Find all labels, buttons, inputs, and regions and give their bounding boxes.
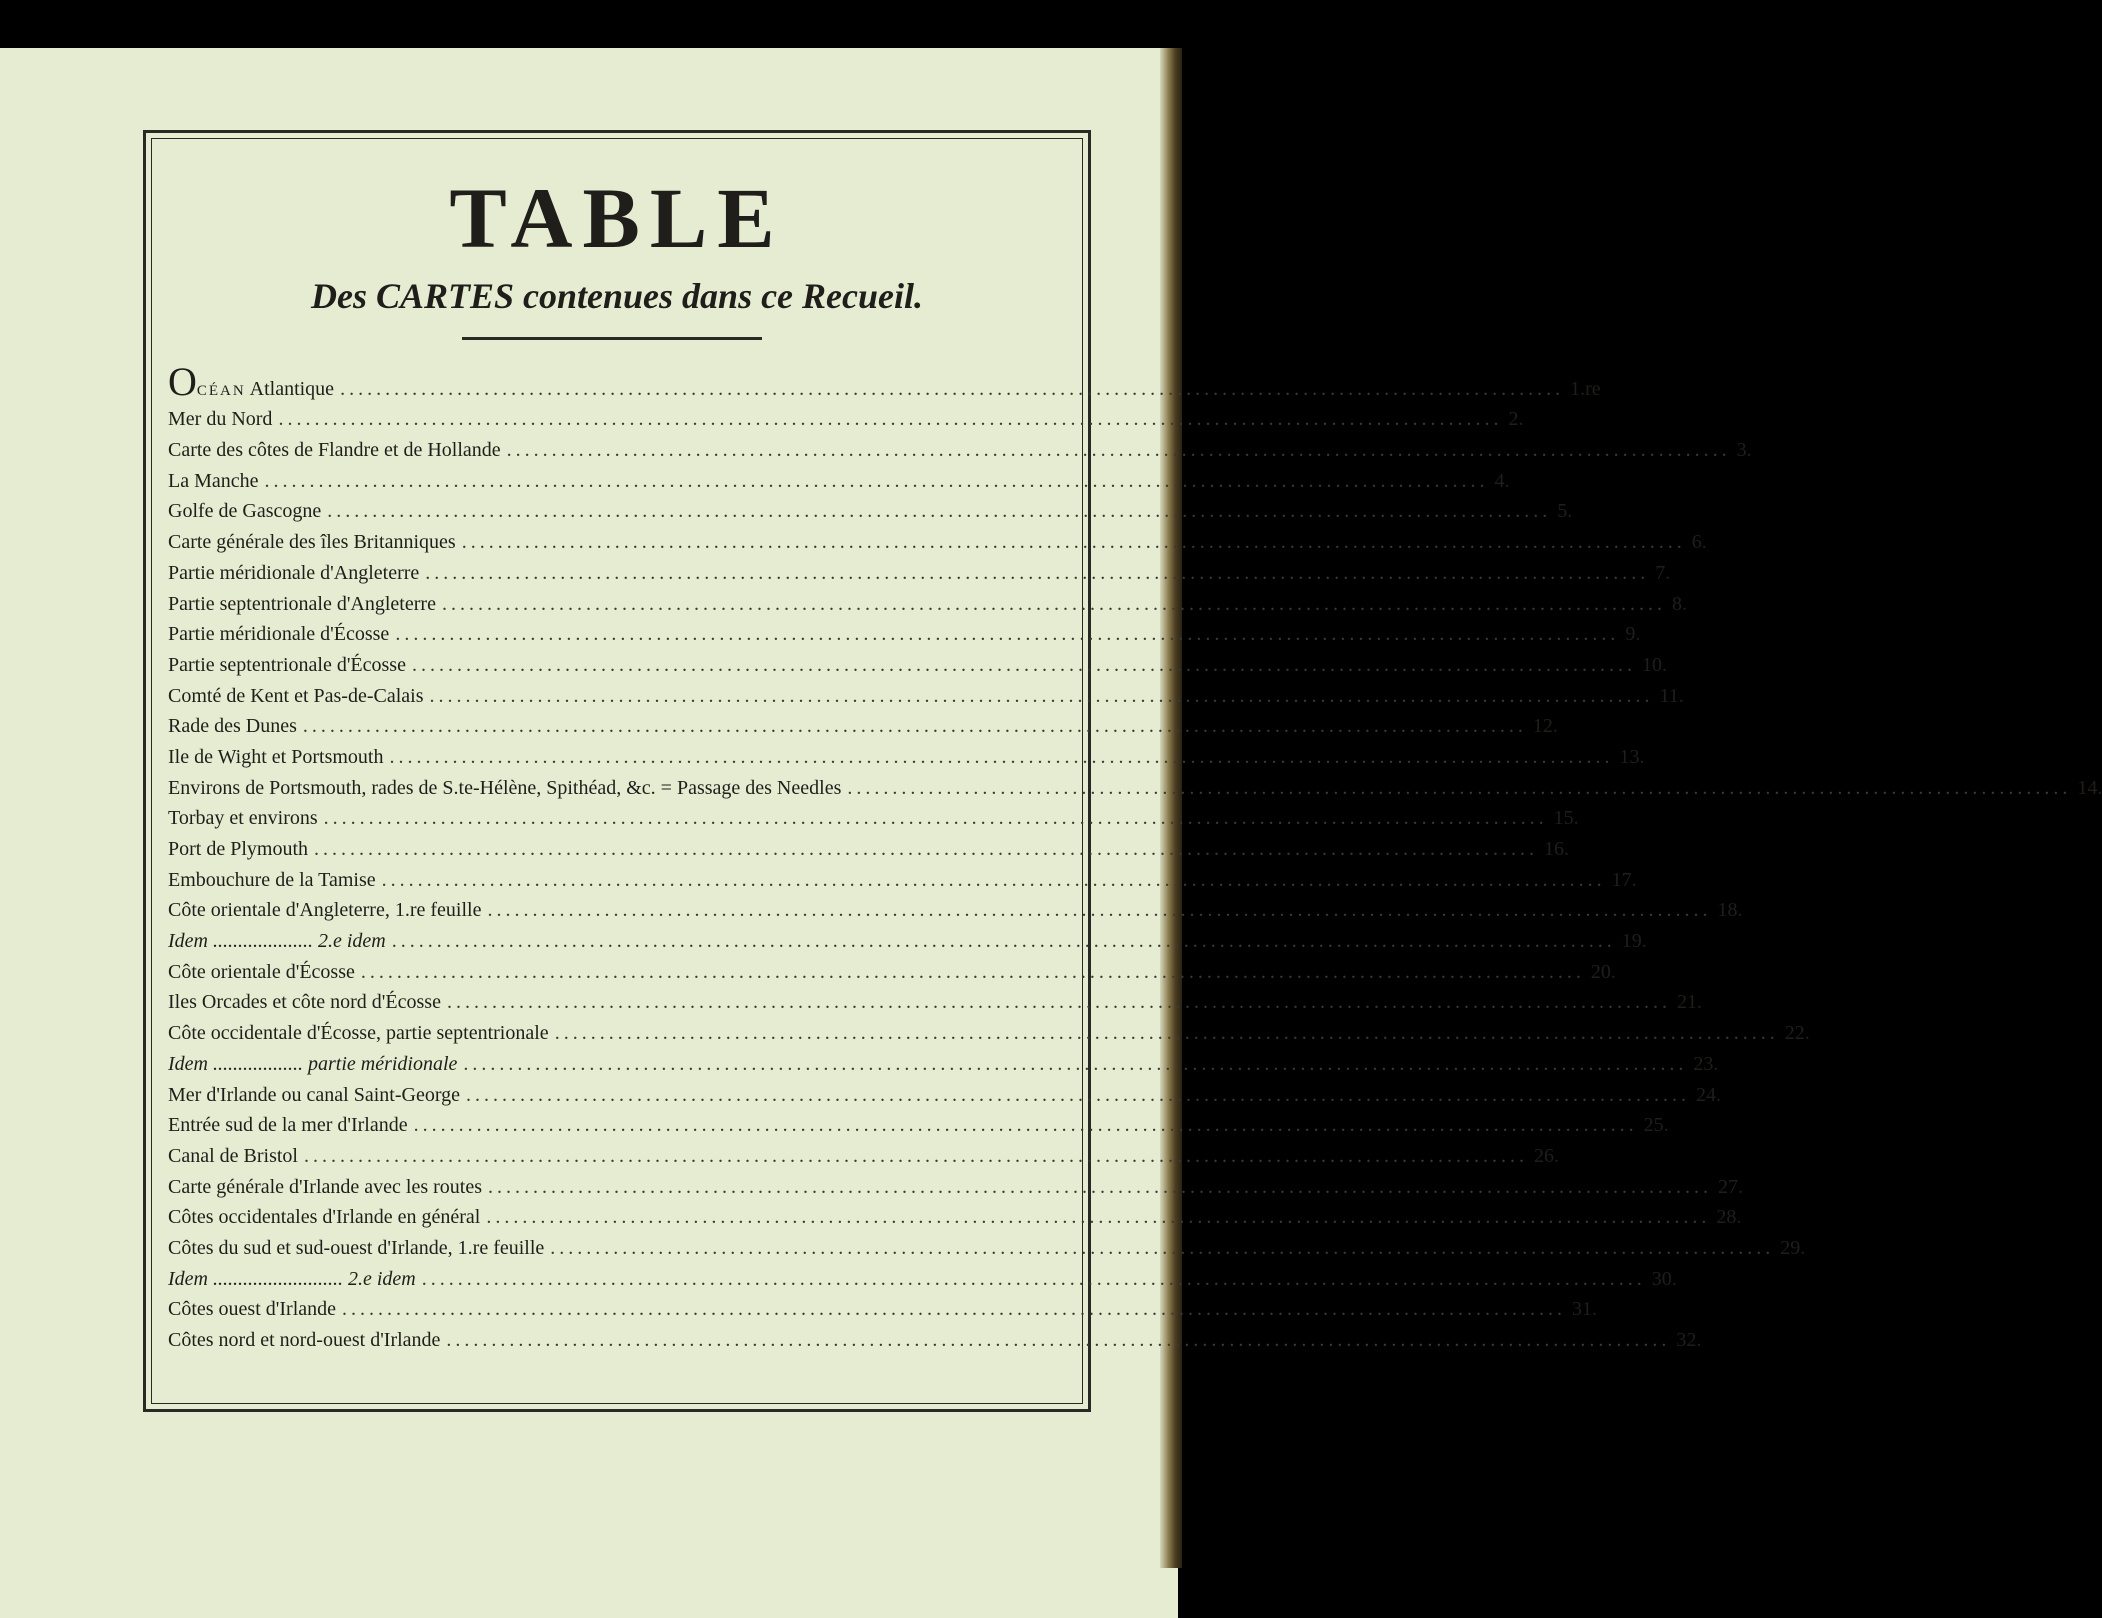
toc-entry-label: Côtes nord et nord-ouest d'Irlande	[168, 1329, 441, 1351]
leader-dots: ........................................................................................................................................	[323, 807, 1548, 830]
toc-entry	[168, 892, 1743, 923]
toc-entry-label: Côtes du sud et sud-ouest d'Irlande, 1.re feuille	[168, 1236, 545, 1259]
table-of-contents	[168, 358, 2102, 1352]
toc-entry-label: Côte orientale d'Angleterre, 1.re feuille	[168, 899, 482, 922]
toc-entry-label: Canal de Bristol	[168, 1144, 298, 1167]
toc-entry-number: 6.	[1691, 531, 1707, 554]
toc-entry-label: Carte générale des îles Britanniques	[168, 531, 456, 554]
toc-entry-label: Idem .......................... 2.e idem	[168, 1267, 416, 1290]
toc-entry	[168, 616, 1641, 647]
leader-dots: ........................................................................................................................................	[506, 439, 1731, 462]
toc-entry-number: 28.	[1716, 1206, 1742, 1229]
leader-dots: ........................................................................................................................................	[550, 1236, 1775, 1259]
toc-entry-label: Comté de Kent et Pas-de-Calais	[168, 684, 424, 707]
leader-dots: ........................................................................................................................................	[302, 715, 1527, 738]
leader-dots: ........................................................................................................................................	[360, 960, 1585, 983]
leader-dots: ........................................................................................................................................	[340, 377, 1565, 400]
toc-entry-number: 27.	[1718, 1175, 1743, 1198]
toc-entry-number: 25.	[1643, 1114, 1669, 1137]
toc-entry-label: Idem .................. partie méridionale	[168, 1052, 458, 1075]
leader-dots: ........................................................................................................................................	[381, 868, 1606, 891]
toc-entry-number: 23.	[1693, 1052, 1719, 1075]
leader-dots: ........................................................................................................................................	[463, 1052, 1688, 1075]
toc-entry-label: La Manche	[168, 469, 259, 492]
toc-entry	[168, 462, 1510, 493]
leader-dots: ........................................................................................................................................	[264, 469, 1489, 492]
toc-entry-number: 22.	[1784, 1022, 1810, 1045]
smallcaps-text: CÉAN	[196, 382, 246, 399]
leader-dots: ........................................................................................................................................	[389, 745, 1614, 768]
toc-entry	[168, 401, 1524, 432]
page-subtitle: Des CARTES contenues dans ce Recueil.	[310, 276, 924, 316]
toc-entry-number: 1.re	[1570, 377, 1601, 400]
toc-entry-label: Idem .................... 2.e idem	[168, 930, 386, 953]
leader-dots: ........................................................................................................................................	[421, 1267, 1646, 1290]
toc-entry-label: Golfe de Gascogne	[168, 500, 322, 523]
toc-entry-label: Ile de Wight et Portsmouth	[168, 745, 384, 768]
toc-entry	[168, 585, 1687, 616]
toc-entry-label: Partie septentrionale d'Angleterre	[168, 592, 436, 615]
leader-dots: ........................................................................................................................................	[441, 592, 1666, 615]
toc-entry-number: 12.	[1532, 715, 1558, 738]
leader-dots: ........................................................................................................................................	[303, 1144, 1528, 1167]
toc-entry-number: 31.	[1572, 1298, 1598, 1321]
toc-entry	[168, 493, 1573, 524]
toc-entry-label: Partie septentrionale d'Écosse	[168, 653, 406, 676]
toc-entry-number: 21.	[1676, 991, 1702, 1014]
leader-dots: ........................................................................................................................................	[461, 531, 1686, 554]
title-rule	[462, 337, 762, 340]
leader-dots: ........................................................................................................................................	[847, 776, 2072, 799]
toc-entry-label: Mer d'Irlande ou canal Saint-George	[168, 1083, 461, 1106]
toc-entry	[168, 431, 1752, 462]
toc-entry	[168, 1260, 1677, 1291]
toc-entry-number: 24.	[1696, 1083, 1722, 1106]
toc-entry-number: 13.	[1619, 745, 1645, 768]
toc-entry-label: Côte orientale d'Écosse	[168, 960, 355, 983]
leader-dots: ........................................................................................................................................	[413, 1114, 1638, 1137]
leader-dots: ........................................................................................................................................	[487, 899, 1712, 922]
toc-entry-label: Torbay et environs	[168, 807, 318, 830]
toc-entry-number: 5.	[1557, 500, 1573, 523]
toc-entry-number: 3.	[1736, 439, 1752, 462]
toc-entry-number: 11.	[1659, 684, 1684, 707]
toc-entry	[168, 1229, 1806, 1260]
toc-entry	[168, 523, 1707, 554]
toc-entry-label: Rade des Dunes	[168, 715, 297, 738]
toc-entry	[168, 922, 1647, 953]
toc-entry	[168, 646, 1667, 677]
leader-dots: ........................................................................................................................................	[278, 408, 1503, 431]
toc-entry	[168, 861, 1637, 892]
toc-entry-number: 14.	[2077, 776, 2102, 799]
toc-entry	[168, 1045, 1719, 1076]
toc-entry-number: 18.	[1717, 899, 1743, 922]
toc-entry-number: 7.	[1655, 561, 1671, 584]
toc-entry-number: 15.	[1553, 807, 1579, 830]
leader-dots: ........................................................................................................................................	[486, 1206, 1711, 1229]
toc-entry	[168, 1321, 1702, 1352]
toc-entry-number: 4.	[1494, 469, 1510, 492]
leader-dots: ........................................................................................................................................	[554, 1022, 1779, 1045]
toc-entry	[168, 953, 1616, 984]
toc-entry-number: 32.	[1676, 1329, 1702, 1351]
toc-entry-number: 20.	[1590, 960, 1616, 983]
toc-entry-number: 10.	[1641, 653, 1667, 676]
leader-dots: ........................................................................................................................................	[425, 561, 1650, 584]
toc-entry-label: Côtes ouest d'Irlande	[168, 1298, 337, 1321]
toc-entry-label: Mer du Nord	[168, 408, 273, 431]
toc-entry-number: 8.	[1671, 592, 1687, 615]
toc-entry	[168, 738, 1645, 769]
toc-entry	[168, 769, 2102, 800]
toc-entry-label: Partie méridionale d'Angleterre	[168, 561, 420, 584]
toc-entry	[168, 830, 1570, 861]
toc-entry-number: 9.	[1625, 623, 1641, 646]
toc-entry	[168, 1291, 1598, 1322]
page-title: TABLE	[449, 170, 785, 266]
toc-entry	[168, 1199, 1742, 1230]
entry-rest: Atlantique	[245, 377, 335, 400]
leader-dots: ........................................................................................................................................	[327, 500, 1552, 523]
toc-entry-label: Port de Plymouth	[168, 838, 309, 860]
toc-entry-label: Carte des côtes de Flandre et de Hollande	[168, 439, 501, 462]
toc-entry-label: Iles Orcades et côte nord d'Écosse	[168, 991, 441, 1014]
leader-dots: ........................................................................................................................................	[411, 653, 1636, 676]
toc-entry-number: 26.	[1533, 1144, 1559, 1167]
toc-entry-label: Entrée sud de la mer d'Irlande	[168, 1114, 408, 1137]
toc-entry-label: Partie méridionale d'Écosse	[168, 623, 390, 646]
leader-dots: ........................................................................................................................................	[395, 623, 1620, 646]
leader-dots: ........................................................................................................................................	[342, 1298, 1567, 1321]
toc-entry-number: 19.	[1621, 930, 1647, 953]
toc-entry-number: 30.	[1651, 1267, 1677, 1290]
toc-entry	[168, 1137, 1559, 1168]
toc-entry	[168, 1168, 1743, 1199]
leader-dots: ........................................................................................................................................	[466, 1083, 1691, 1106]
toc-entry	[168, 554, 1671, 585]
leader-dots: ........................................................................................................................................	[446, 991, 1671, 1014]
leader-dots: ........................................................................................................................................	[446, 1329, 1671, 1351]
leader-dots: ........................................................................................................................................	[429, 684, 1654, 707]
toc-entry-number: 2.	[1508, 408, 1524, 431]
leader-dots: ........................................................................................................................................	[488, 1175, 1712, 1198]
toc-entry	[168, 677, 1684, 708]
toc-entry-label: Côte occidentale d'Écosse, partie septentrionale	[168, 1022, 549, 1045]
toc-entry-label	[168, 358, 335, 404]
toc-entry-number: 17.	[1611, 868, 1637, 891]
leader-dots: ........................................................................................................................................	[314, 838, 1539, 860]
drop-initial: O	[168, 358, 197, 404]
toc-entry-label: Carte générale d'Irlande avec les routes	[168, 1175, 482, 1198]
toc-entry	[168, 800, 1579, 831]
toc-entry	[168, 1107, 1669, 1138]
toc-entry	[168, 984, 1702, 1015]
toc-entry	[168, 1076, 1722, 1107]
toc-entry-label: Environs de Portsmouth, rades de S.te-Hélène, Spithéad, &c. = Passage des Needles	[168, 776, 842, 799]
leader-dots: ........................................................................................................................................	[391, 930, 1616, 953]
toc-entry-label: Embouchure de la Tamise	[168, 868, 376, 891]
toc-entry	[168, 1014, 1810, 1045]
toc-entry-number: 29.	[1780, 1236, 1806, 1259]
toc-entry	[168, 358, 1601, 404]
toc-entry	[168, 708, 1558, 739]
toc-entry-label: Côtes occidentales d'Irlande en général	[168, 1206, 481, 1229]
toc-entry-number: 16.	[1544, 838, 1570, 860]
